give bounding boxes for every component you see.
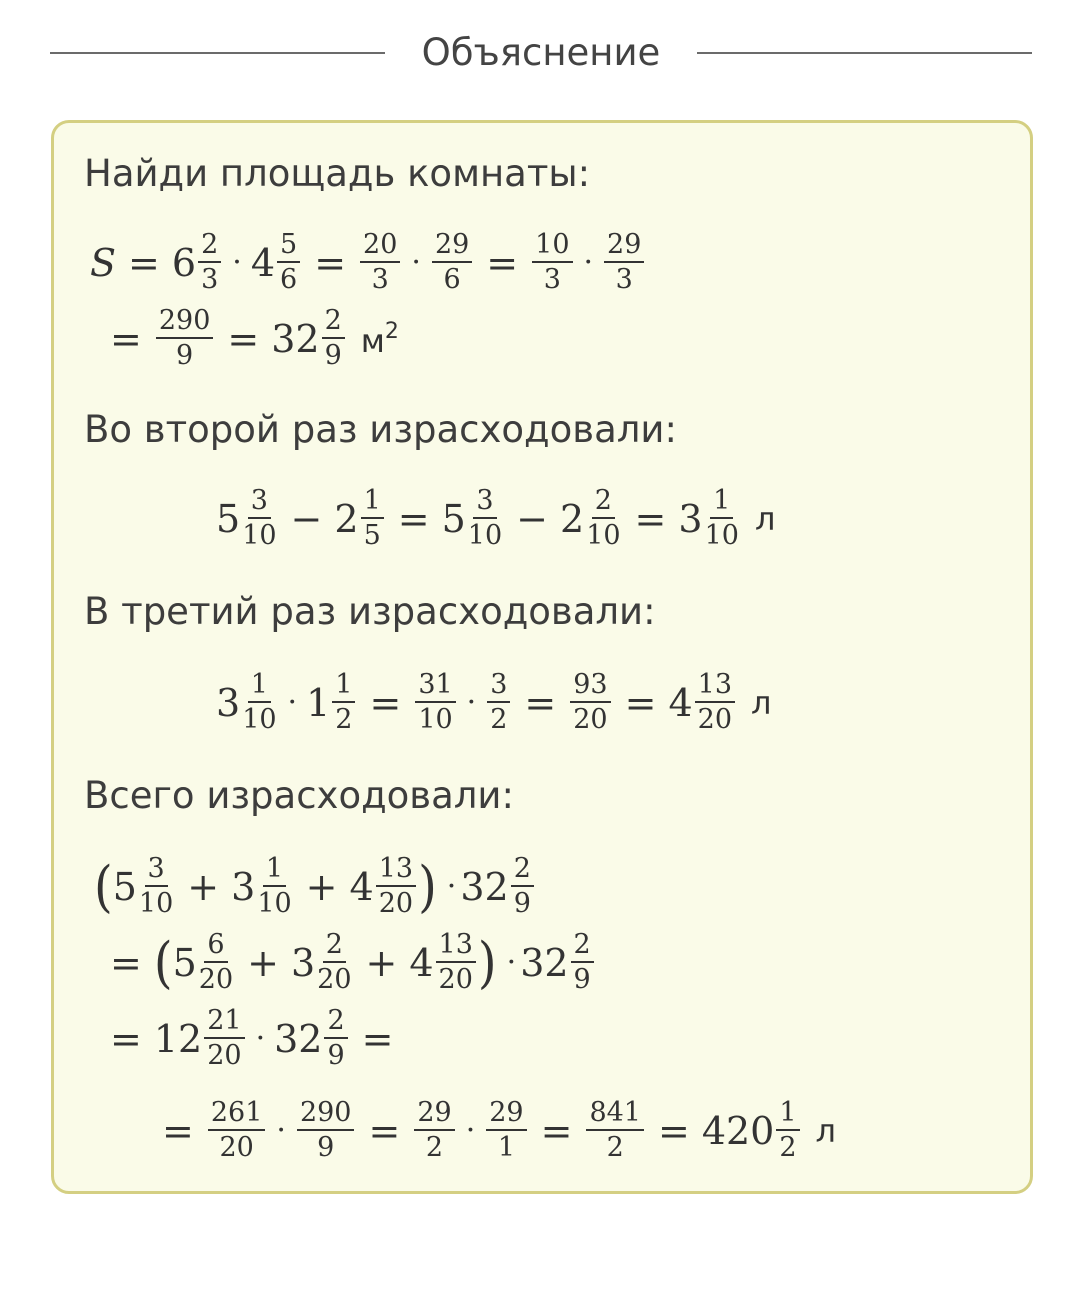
fraction: $\frac{2}{9}$ [322, 307, 345, 371]
whole-number: 3 [216, 680, 241, 725]
total-formula-line2 [98, 931, 596, 995]
fraction: $\frac{13}{20}$ [436, 931, 476, 995]
multiply-dot: · [232, 244, 242, 280]
third-heading: В третий раз израсходовали: [84, 590, 656, 633]
whole-number: 5 [441, 496, 466, 541]
multiply-dot: · [411, 244, 421, 280]
whole-number: 4 [349, 864, 374, 909]
volume-unit: л [754, 499, 776, 538]
multiply-dot: · [465, 1112, 476, 1148]
equals-sign: = [110, 1016, 142, 1061]
fraction: $\frac{2}{10}$ [586, 485, 621, 552]
equals-sign: = [128, 240, 160, 285]
whole-number: 5 [172, 940, 197, 985]
whole-number: 3 [231, 864, 256, 909]
fraction: $\frac{20}{3}$ [360, 231, 400, 295]
fraction: $\frac{13}{20}$ [376, 855, 416, 919]
fraction: $\frac{2}{9}$ [571, 931, 594, 995]
whole-number: 2 [334, 496, 359, 541]
total-formula-line3 [98, 1007, 406, 1071]
equals-sign: = [227, 316, 260, 361]
fraction: $\frac{1}{10}$ [704, 485, 739, 552]
equals-sign: = [624, 680, 657, 725]
total-formula-line1 [94, 855, 536, 919]
fraction: $\frac{29}{1}$ [486, 1099, 526, 1163]
multiply-dot: · [446, 868, 457, 904]
total-heading: Всего израсходовали: [84, 774, 514, 817]
equals-sign: = [524, 680, 557, 725]
fraction: $\frac{21}{20}$ [204, 1007, 244, 1071]
area-heading: Найди площадь комнаты: [84, 152, 591, 195]
equals-sign: = [657, 1108, 690, 1153]
multiply-dot: · [255, 1020, 266, 1056]
equals-sign: = [368, 1108, 401, 1153]
minus-sign: − [290, 496, 323, 541]
fraction: $\frac{3}{10}$ [242, 485, 277, 552]
equals-sign: = [162, 1108, 194, 1153]
plus-sign: + [365, 940, 398, 985]
fraction: $\frac{2}{9}$ [511, 855, 534, 919]
whole-number: 32 [271, 316, 320, 361]
open-paren: ( [153, 930, 173, 996]
volume-unit: л [751, 683, 772, 722]
fraction: $\frac{29}{6}$ [432, 231, 472, 295]
whole-number: 4 [250, 240, 275, 285]
fraction: $\frac{290}{9}$ [297, 1099, 355, 1163]
fraction: $\frac{29}{3}$ [604, 231, 644, 295]
whole-number: 32 [274, 1016, 323, 1061]
whole-number: 12 [153, 1016, 203, 1061]
whole-number: 3 [290, 940, 316, 985]
second-formula [216, 487, 775, 551]
whole-number: 420 [701, 1108, 775, 1153]
plus-sign: + [247, 940, 279, 985]
third-formula [216, 671, 771, 735]
close-paren: ) [477, 930, 497, 996]
fraction: $\frac{6}{20}$ [198, 929, 234, 996]
equals-sign: = [361, 1016, 394, 1061]
fraction: $\frac{261}{20}$ [208, 1099, 266, 1163]
fraction: $\frac{841}{2}$ [586, 1099, 644, 1163]
equals-sign: = [540, 1108, 573, 1153]
equals-sign: = [110, 316, 142, 361]
whole-number: 4 [409, 940, 434, 985]
equals-sign: = [314, 240, 347, 285]
area-formula-line2 [98, 307, 399, 371]
whole-number: 3 [678, 496, 703, 541]
minus-sign: − [516, 496, 548, 541]
fraction: $\frac{3}{2}$ [487, 671, 510, 735]
total-formula-line4 [150, 1099, 836, 1163]
second-heading: Во второй раз израсходовали: [84, 408, 677, 451]
explanation-card [51, 120, 1033, 1194]
plus-sign: + [305, 864, 338, 909]
equals-sign: = [486, 240, 519, 285]
whole-number: 32 [460, 864, 509, 909]
fraction: $\frac{13}{20}$ [695, 671, 735, 735]
whole-number: 6 [171, 240, 197, 285]
header-divider-left [50, 52, 385, 54]
fraction: $\frac{3}{10}$ [467, 485, 503, 552]
fraction: $\frac{1}{2}$ [332, 671, 355, 735]
fraction: $\frac{29}{2}$ [414, 1099, 454, 1163]
whole-number: 32 [520, 940, 569, 985]
plus-sign: + [187, 864, 220, 909]
multiply-dot: · [287, 684, 298, 720]
explanation-header [0, 28, 1080, 78]
equals-sign: = [634, 496, 667, 541]
whole-number: 5 [216, 496, 241, 541]
fraction: $\frac{3}{10}$ [138, 853, 174, 920]
fraction: $\frac{2}{20}$ [317, 929, 352, 996]
fraction: $\frac{1}{10}$ [257, 853, 292, 920]
open-paren: ( [94, 854, 113, 920]
multiply-dot: · [583, 244, 594, 280]
multiply-dot: · [466, 684, 477, 720]
fraction: $\frac{2}{9}$ [324, 1007, 347, 1071]
fraction: $\frac{10}{3}$ [532, 231, 572, 295]
close-paren: ) [418, 854, 437, 920]
fraction: $\frac{1}{10}$ [242, 669, 277, 736]
multiply-dot: · [276, 1112, 286, 1148]
fraction: $\frac{93}{20}$ [570, 671, 610, 735]
whole-number: 2 [560, 496, 585, 541]
multiply-dot: · [506, 944, 517, 980]
area-formula-line1 [90, 231, 646, 295]
fraction: $\frac{1}{2}$ [776, 1099, 799, 1163]
equals-sign: = [369, 680, 402, 725]
fraction: $\frac{31}{10}$ [415, 671, 455, 735]
fraction: $\frac{5}{6}$ [277, 231, 300, 295]
area-variable: S [90, 240, 117, 285]
equals-sign: = [110, 940, 142, 985]
fraction: $\frac{1}{5}$ [361, 487, 384, 551]
area-unit: $м^2$ [360, 318, 399, 360]
header-title: Объяснение [421, 31, 661, 74]
fraction: $\frac{290}{9}$ [156, 307, 214, 371]
whole-number: 1 [306, 680, 331, 725]
whole-number: 4 [668, 680, 693, 725]
whole-number: 5 [112, 864, 137, 909]
volume-unit: л [815, 1111, 836, 1150]
equals-sign: = [397, 496, 430, 541]
header-divider-right [697, 52, 1032, 54]
fraction: $\frac{2}{3}$ [198, 231, 221, 295]
